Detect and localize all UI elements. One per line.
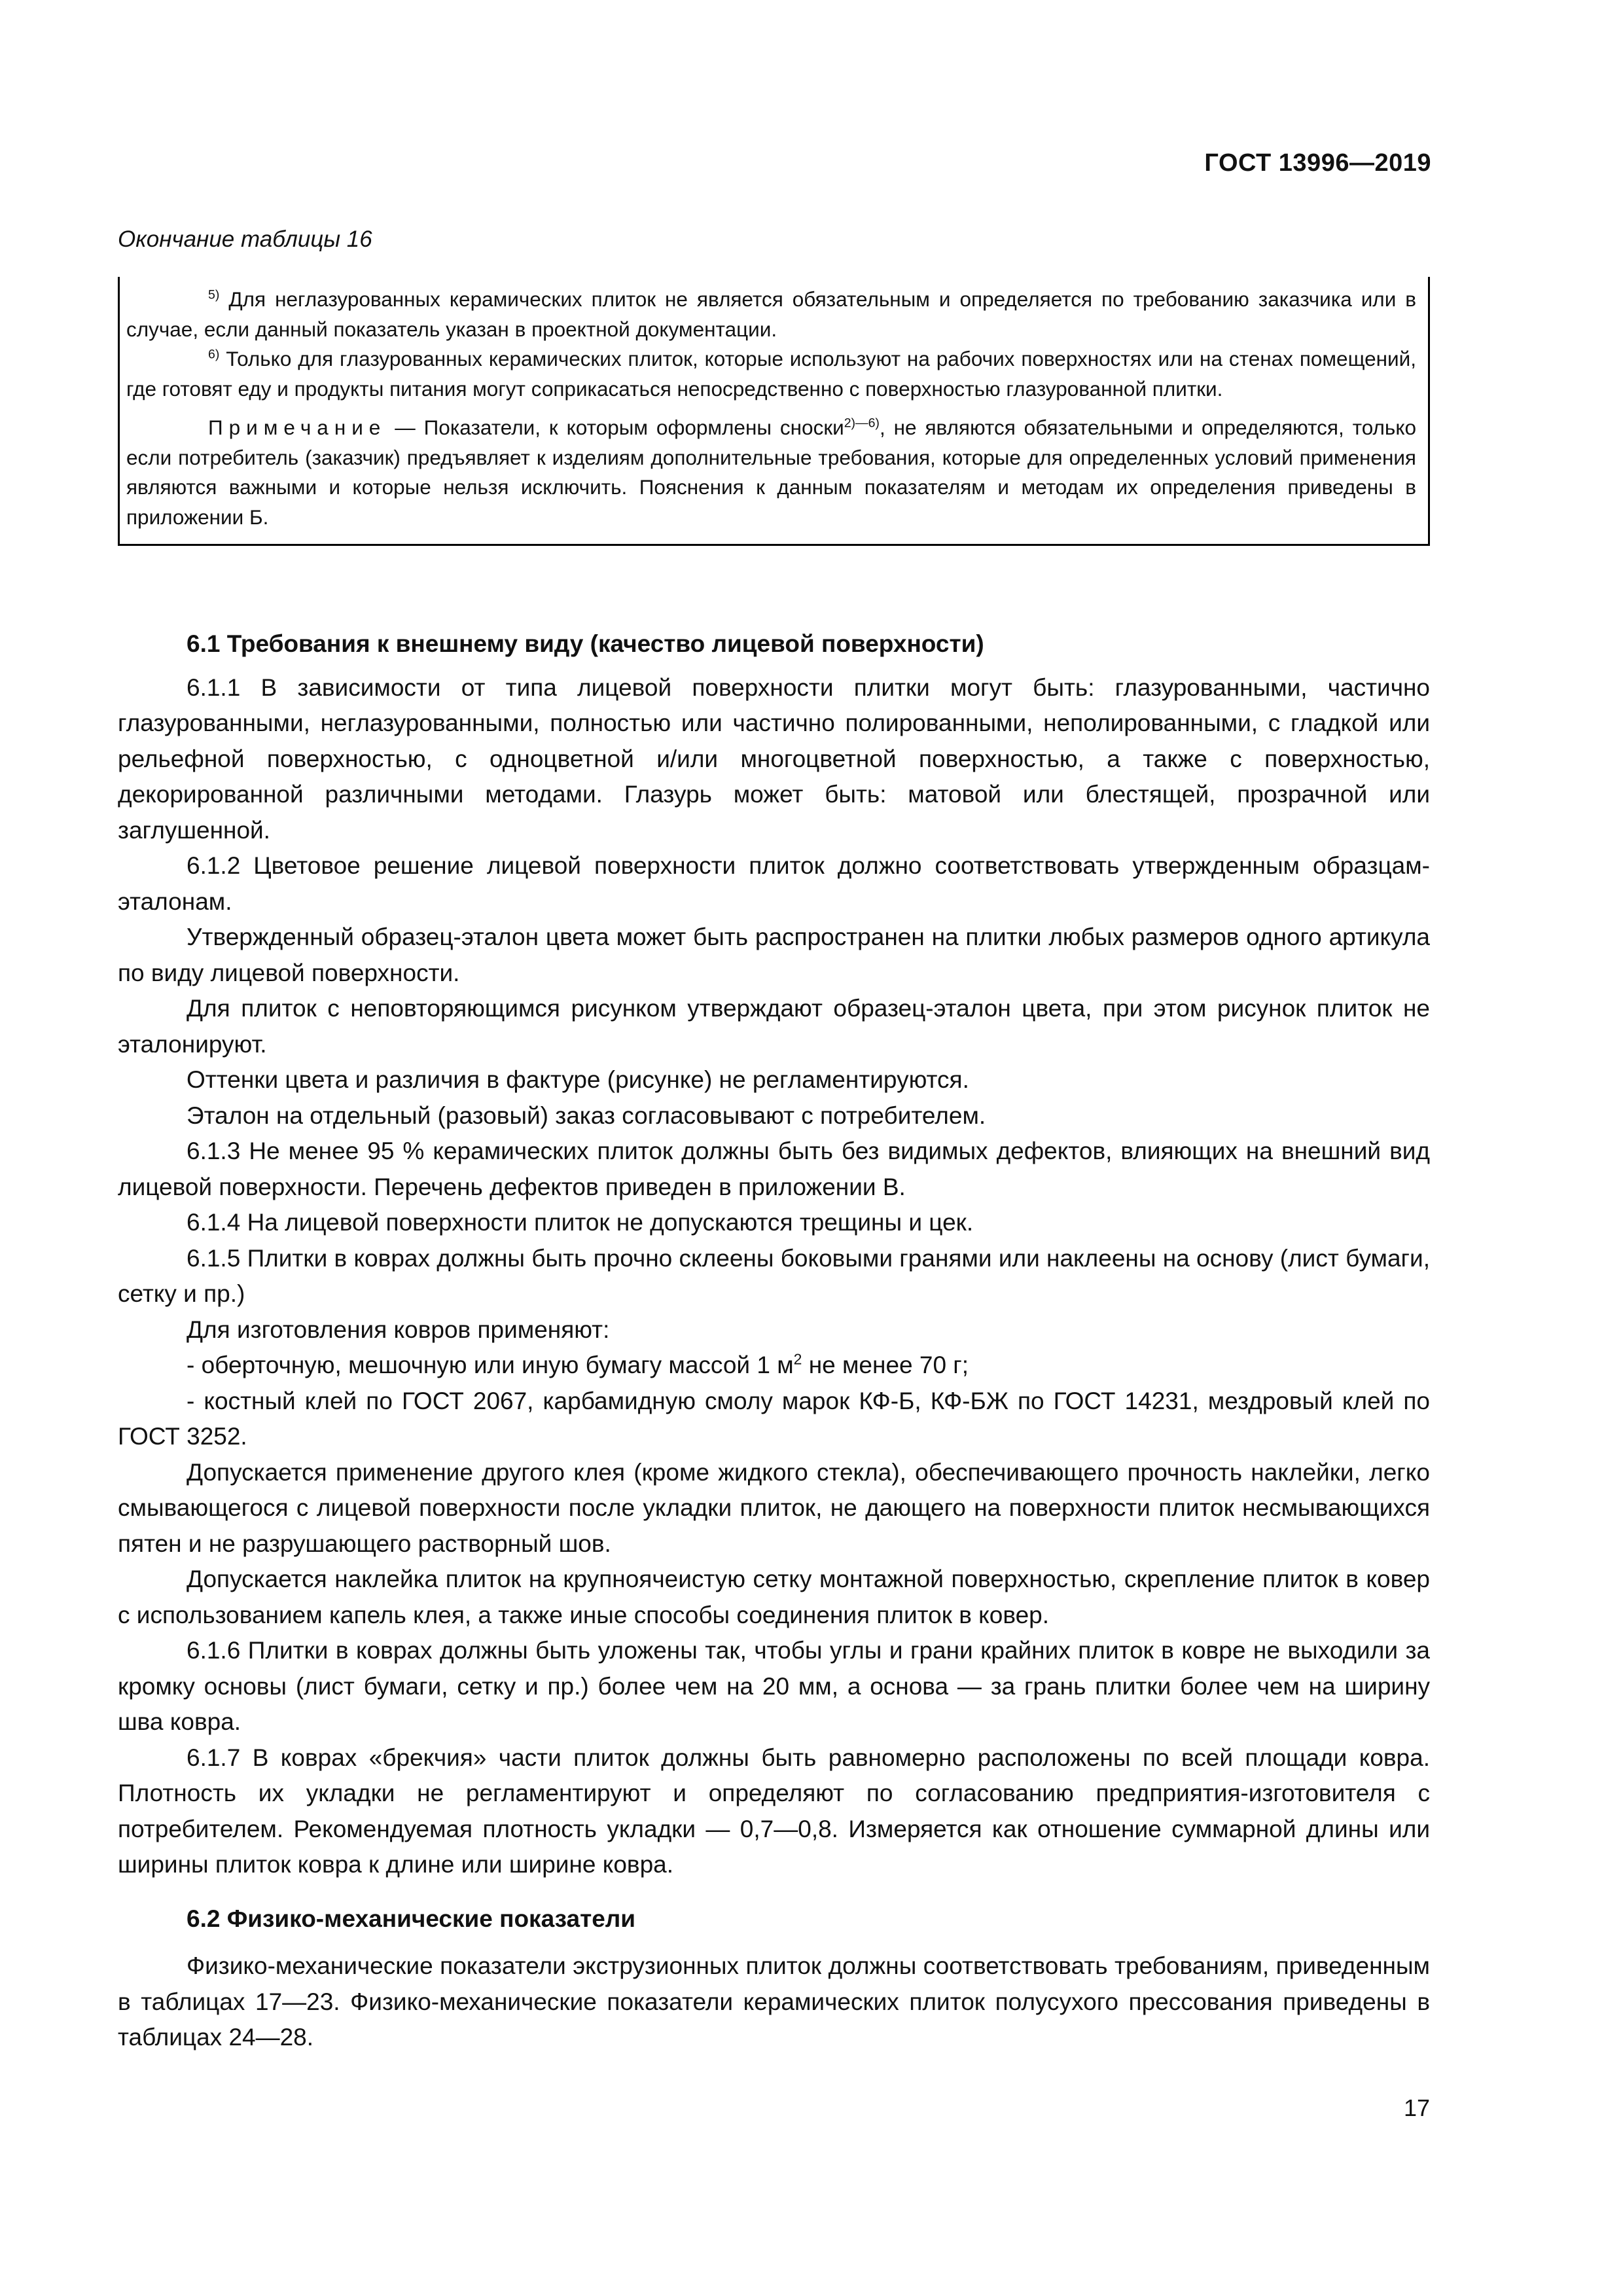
paragraph: Утвержденный образец-эталон цвета может быть распространен на плитки любых размеров одного артикула по виду лицевой поверхности. [118, 924, 1430, 986]
section-6-1-title: 6.1 Требования к внешнему виду (качество лицевой поверхности) [187, 630, 984, 657]
paragraph: 6.1.4 На лицевой поверхности плиток не допускаются трещины и цек. [187, 1209, 974, 1236]
note-text-a: — Показатели, к которым оформлены сноски [386, 416, 844, 439]
page-number: 17 [1403, 2094, 1430, 2121]
footnote-5-text: Для неглазурованных керамических плиток не является обязательным и определяется по требованию заказчика или в случае, если данный показатель указан в проектной документации. [126, 287, 1416, 341]
footnote-6-mark: 6) [208, 347, 220, 362]
footnote-6 [126, 344, 1416, 404]
paragraph: Оттенки цвета и различия в фактуре (рисунке) не регламентируются. [187, 1066, 969, 1093]
paragraph: Физико-механические показатели экструзионных плиток должны соответствовать требованиям, приведенным в таблицах 17—23. Физико-механические показатели керамических плиток полусухого прессования приведены в таблицах 24—28. [118, 1952, 1430, 2051]
paragraph: 6.1.3 Не менее 95 % керамических плиток должны быть без видимых дефектов, влияющих на внешний вид лицевой поверхности. Перечень дефектов приведен в приложении В. [118, 1138, 1430, 1200]
note-text-b: , не являются обязательными и определяются, только если потребитель (заказчик) предъявляет к изделиям дополнительные требования, которые для определенных условий применения являются важными и которые нельзя исключить. Пояснения к данным показателям и методам их определения приведены в приложении Б. [126, 416, 1416, 529]
note-label: Примечание [208, 416, 387, 439]
note-sup: 2)—6) [844, 416, 880, 431]
footnote-6-text: Только для глазурованных керамических плиток, которые используют на рабочих поверхностях или на стенах помещений, где готовят еду и продукты питания могут соприкасаться непосредственно с поверхностью глазурованной плитки. [126, 347, 1416, 401]
paragraph: Для изготовления ковров применяют: [187, 1316, 610, 1343]
list-item-text-b: не менее 70 г; [802, 1352, 969, 1378]
table-caption: Окончание таблицы 16 [118, 226, 372, 252]
table-footnotes-box [118, 277, 1430, 546]
footnote-5 [126, 285, 1416, 344]
paragraph: 6.1.2 Цветовое решение лицевой поверхности плиток должно соответствовать утвержденным образцам-эталонам. [118, 852, 1430, 915]
list-item [118, 1348, 1430, 1384]
list-item: - костный клей по ГОСТ 2067, карбамидную смолу марок КФ-Б, КФ-БЖ по ГОСТ 14231, мездровый клей по ГОСТ 3252. [118, 1387, 1430, 1450]
document-code: ГОСТ 13996—2019 [1204, 149, 1431, 177]
table-note [126, 413, 1416, 532]
unit-superscript: 2 [793, 1350, 802, 1368]
paragraph: 6.1.7 В коврах «брекчия» части плиток должны быть равномерно расположены по всей площади ковра. Плотность их укладки не регламентируют и определяют по согласованию предприятия-изготовителя с потребителем. Рекомендуемая плотность укладки — 0,7—0,8. Измеряется как отношение суммарной длины или ширины плиток ковра к длине или ширине ковра. [118, 1744, 1430, 1878]
paragraph: 6.1.1 В зависимости от типа лицевой поверхности плитки могут быть: глазурованными, частично глазурованными, неглазурованными, полностью или частично полированными, неполированными, с гладкой или рельефной поверхностью, с одноцветной и/или многоцветной поверхностью, а также с поверхностью, декорированной различными методами. Глазурь может быть: матовой или блестящей, прозрачной или заглушенной. [118, 673, 1430, 844]
main-content [118, 626, 1430, 2056]
paragraph: Для плиток с неповторяющимся рисунком утверждают образец-эталон цвета, при этом рисунок плиток не эталонируют. [118, 995, 1430, 1058]
paragraph: Эталон на отдельный (разовый) заказ согласовывают с потребителем. [187, 1102, 986, 1129]
paragraph: 6.1.6 Плитки в коврах должны быть уложены так, чтобы углы и грани крайних плиток в ковре не выходили за кромку основы (лист бумаги, сетку и пр.) более чем на 20 мм, а основа — за грань плитки более чем на ширину шва ковра. [118, 1637, 1430, 1735]
footnote-5-mark: 5) [208, 287, 220, 302]
paragraph: 6.1.5 Плитки в коврах должны быть прочно склеены боковыми гранями или наклеены на основу (лист бумаги, сетку и пр.) [118, 1244, 1430, 1307]
list-item-text-a: - оберточную, мешочную или иную бумагу массой 1 м [187, 1352, 794, 1378]
paragraph: Допускается применение другого клея (кроме жидкого стекла), обеспечивающего прочность наклейки, легко смывающегося с лицевой поверхности после укладки плиток, не дающего на поверхности плиток несмывающихся пятен и не разрушающего растворный шов. [118, 1458, 1430, 1557]
section-6-2-title: 6.2 Физико-механические показатели [187, 1905, 636, 1932]
paragraph: Допускается наклейка плиток на крупноячеистую сетку монтажной поверхностью, скрепление плиток в ковер с использованием капель клея, а также иные способы соединения плиток в ковер. [118, 1566, 1430, 1628]
